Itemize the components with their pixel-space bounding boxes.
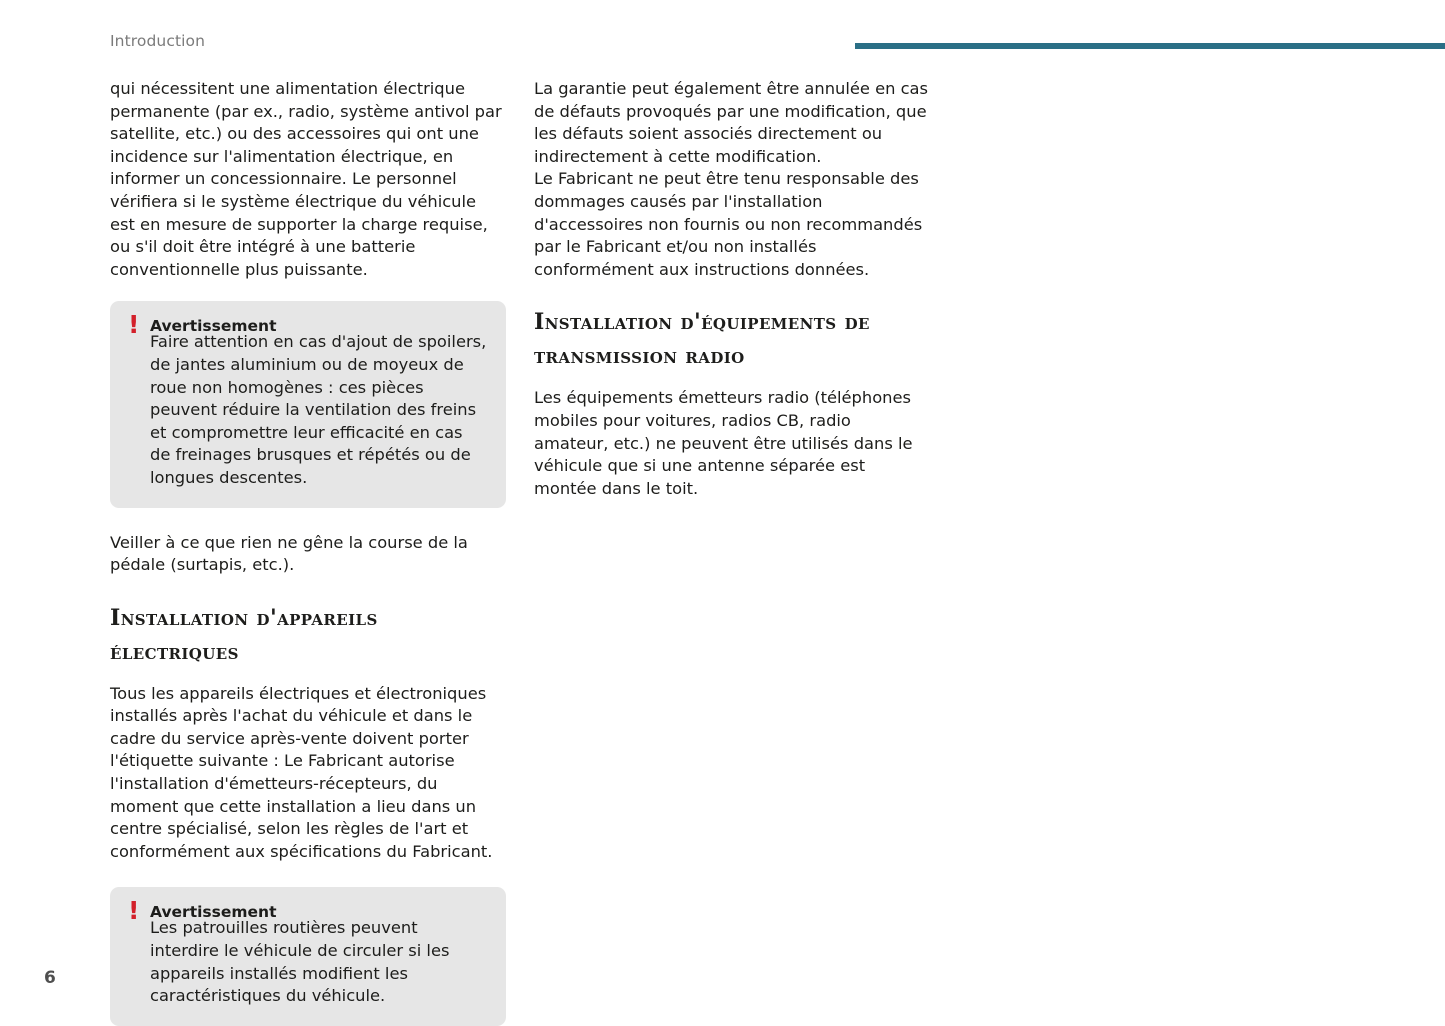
- heading-transmission-radio: Installation d'équipements de transmission radio: [534, 309, 870, 370]
- warning-box-patrouilles: [110, 887, 506, 1025]
- warning-title: Avertissement: [150, 903, 277, 922]
- paragraph-pedal: Veiller à ce que rien ne gêne la course de la pédale (surtapis, etc.).: [110, 532, 468, 575]
- page-header: [0, 32, 1445, 58]
- warning-box-spoilers: [110, 301, 506, 507]
- paragraph-appareils: Tous les appareils électriques et électroniques installés après l'achat du véhicule et dans le cadre du service après-vente doivent porter l'étiquette suivante : Le Fabricant autorise l'installation d'émetteurs-récepteurs, du moment que cette installation a lieu dans un centre spécialisé, selon les règles de l'art et conformément aux spécifications du Fabricant.: [110, 683, 493, 861]
- exclamation-icon: !: [128, 310, 140, 340]
- page-number: 6: [44, 968, 56, 988]
- paragraph-responsabilite: Le Fabricant ne peut être tenu responsable des dommages causés par l'installation d'accessoires non fournis ou non recommandés par le Fabricant et/ou non installés conformément aux instructions données.: [534, 169, 923, 279]
- warning-text: Faire attention en cas d'ajout de spoilers, de jantes aluminium ou de moyeux de roue non homogènes : ces pièces peuvent réduire la ventilation des freins et compromettre leur efficacité en cas de freinages brusques et répétés ou de longues descentes.: [150, 332, 487, 487]
- warning-title: Avertissement: [150, 317, 277, 336]
- warning-text: Les patrouilles routières peuvent interdire le véhicule de circuler si les appareils installés modifient les caractéristiques du véhicule.: [150, 918, 450, 1006]
- left-column: [110, 78, 506, 1026]
- paragraph-radio: Les équipements émetteurs radio (téléphones mobiles pour voitures, radios CB, radio amateur, etc.) ne peuvent être utilisés dans le véhicule que si une antenne séparée est montée dans le toit.: [534, 388, 913, 498]
- exclamation-icon: !: [128, 896, 140, 926]
- heading-installation-appareils: Installation d'appareils électriques: [110, 604, 378, 665]
- chapter-title: Introduction: [110, 32, 206, 50]
- paragraph-continuation: qui nécessitent une alimentation électrique permanente (par ex., radio, système antivol par satellite, etc.) ou des accessoires qui ont une incidence sur l'alimentation électrique, en informer un concessionnaire. Le personnel vérifiera si le système électrique du véhicule est en mesure de supporter la charge requise, ou s'il doit être intégré à une batterie conventionnelle plus puissante.: [110, 79, 502, 279]
- paragraph-garantie: La garantie peut également être annulée en cas de défauts provoqués par une modification, que les défauts soient associés directement ou indirectement à cette modification.: [534, 79, 928, 166]
- header-accent-rule: [855, 43, 1445, 49]
- right-column: [534, 78, 930, 500]
